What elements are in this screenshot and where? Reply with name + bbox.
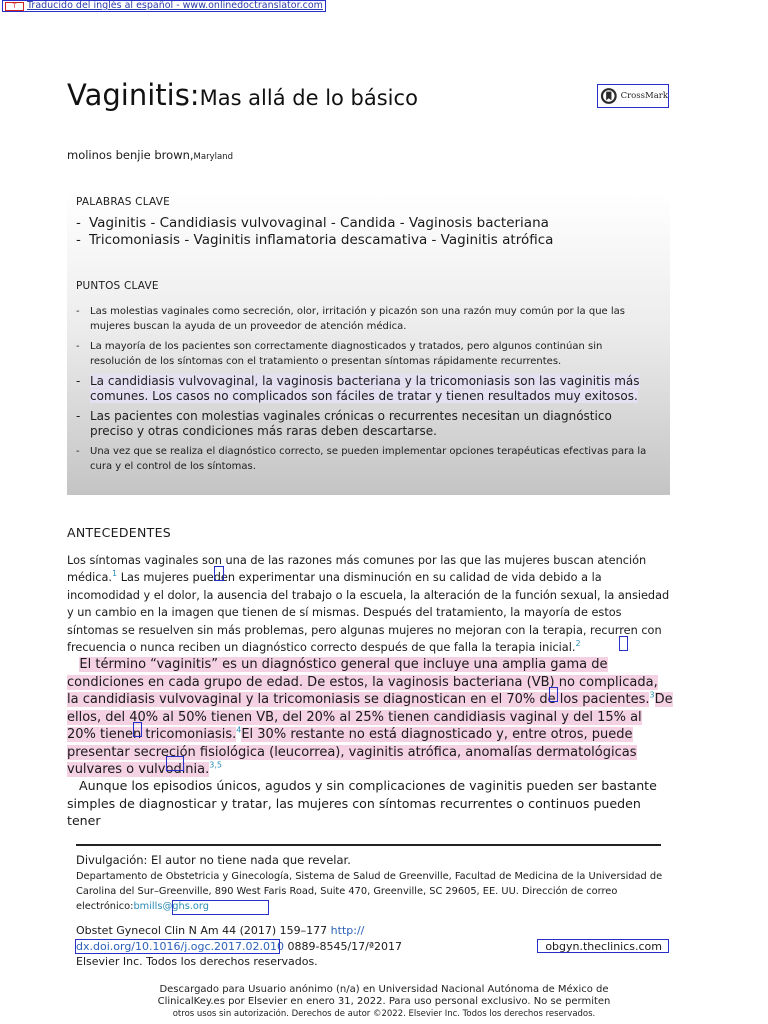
email-link[interactable]: bmills@ghs.org <box>133 901 209 912</box>
key-points-heading: PUNTOS CLAVE <box>76 280 159 292</box>
reference[interactable]: 4 <box>236 725 242 735</box>
reference[interactable]: 1 <box>112 569 118 579</box>
citation: Obstet Gynecol Clin N Am 44 (2017) 159–177 http:// dx.doi.org/10.1016/j.ogc.2017.02.010 0889-8545/17/ª2017 Elsevier Inc. Todos los derechos reservados. <box>76 924 403 968</box>
keywords-line: - Vaginitis - Candidiasis vulvovaginal - Candida - Vaginosis bacteriana <box>76 215 549 231</box>
department-info: Departamento de Obstetricia y Ginecología, Sistema de Salud de Greenville, Facultad de Medicina de la Universidad de Carolina del Sur–Greenville, 890 West Faris Road, Suite 470, Greenville, SC 29605, EE. UU. Dirección de correo electrónico:bmills@ghs.org <box>76 871 663 912</box>
keywords-line: - Tricomoniasis - Vaginitis inflamatoria descamativa - Vaginitis atrófica <box>76 232 554 248</box>
divider <box>76 844 661 846</box>
annotation-marker[interactable] <box>619 636 628 651</box>
paragraph: Los síntomas vaginales son una de las razones más comunes por las que las mujeres buscan atención médica.$^1$ Las mujeres pueden experimentar una disminución en su calidad de vida debido a la incomodidad y el dolor, la ausencia del trabajo o la escuela, la alteración de la función sexual, la ansiedad y un cambio en la imagen que tienen de sí mismas. Después del tratamiento, la mayoría de estos síntomas se resuelven sin más problemas, pero algunas mujeres no mejoran con la terapia, recurren con frecuencia o nunca reciben un diagnóstico correcto después de que falla la terapia inicial.$^2$ <box>67 554 670 655</box>
translator-link[interactable]: Traducido del inglés al español - www.onlinedoctranslator.com <box>27 0 323 11</box>
list-item: - Las pacientes con molestias vaginales crónicas o recurrentes necesitan un diagnóstico preciso y otras condiciones más raras deben descartarse. <box>76 409 654 439</box>
annotation-marker[interactable] <box>549 687 558 702</box>
keywords-heading: PALABRAS CLAVE <box>76 196 170 208</box>
author-name: molinos benjie brown, <box>67 148 194 162</box>
list-item: - Una vez que se realiza el diagnóstico correcto, se pueden implementar opciones terapéuticas efectivas para la cura y el control de los síntomas. <box>76 444 654 474</box>
key-box <box>67 192 670 495</box>
reference[interactable]: 2 <box>575 639 581 649</box>
list-item: - La candidiasis vulvovaginal, la vaginosis bacteriana y la tricomoniasis son las vaginitis más comunes. Los casos no complicados son fáciles de tratar y tienen resultados muy exitosos. <box>76 374 654 404</box>
paragraph: Aunque los episodios únicos, agudos y sin complicaciones de vaginitis pueden ser bastante simples de diagnosticar y tratar, las mujeres con síntomas recurrentes o continuos pueden tener <box>67 778 657 828</box>
disclosure: Divulgación: El autor no tiene nada que revelar. <box>76 853 351 867</box>
doi-link[interactable]: dx.doi.org/10.1016/j.ogc.2017.02.010 <box>76 939 284 953</box>
crossmark-label: CrossMark <box>620 91 668 101</box>
key-points-list <box>76 304 654 479</box>
annotation-marker[interactable] <box>166 756 184 771</box>
translator-banner[interactable] <box>2 0 326 12</box>
article-title <box>67 78 418 112</box>
reference[interactable]: 3,5 <box>209 760 222 770</box>
download-footer: Descargado para Usuario anónimo (n/a) en Universidad Nacional Autónoma de México de ClinicalKey.es por Elsevier en enero 31, 2022. Para uso personal exclusivo. No se permiten otros usos sin autorización. Derechos de autor ©2022. Elsevier Inc. Todos los derechos reservados. <box>157 984 611 1019</box>
list-item: - Las molestias vaginales como secreción, olor, irritación y picazón son una razón muy común por la que las mujeres buscan la ayuda de un proveedor de atención médica. <box>76 304 654 334</box>
reference[interactable]: 3 <box>649 690 655 700</box>
translator-logo-icon: T <box>5 2 24 11</box>
annotation-marker[interactable] <box>214 566 224 581</box>
annotation-marker[interactable] <box>133 722 142 737</box>
crossmark-icon <box>600 86 618 106</box>
email-link-box[interactable] <box>172 900 269 915</box>
doi-link[interactable]: http:// <box>330 924 365 937</box>
doi-link-box[interactable] <box>75 939 280 954</box>
journal-site-link[interactable]: obgyn.theclinics.com <box>537 939 669 953</box>
paragraph: El término “vaginitis” es un diagnóstico general que incluye una amplia gama de condiciones en cada grupo de edad. De estos, la vaginosis bacteriana (VB) no complicada, la candidiasis vulvovaginal y la tricomoniasis se diagnostican en el 70% de los pacientes.$^3$De ellos, del 40% al 50% tienen VB, del 20% al 25% tienen candidiasis vaginal y del 15% al 20% tienen tricomoniasis.$^4$El 30% restante no está diagnosticado y, entre otros, puede presentar secreción fisiológica (leucorrea), vaginitis atrófica, anomalías dermatológicas vulvares o vulvodinia.$^{3,5}$ <box>67 657 673 777</box>
author-line <box>67 148 233 162</box>
crossmark-badge[interactable] <box>597 84 669 108</box>
title-sub: Mas allá de lo básico <box>199 86 418 110</box>
section-heading: ANTECEDENTES <box>67 525 172 540</box>
title-main: Vaginitis: <box>67 78 200 112</box>
author-affiliation: Maryland <box>193 152 233 162</box>
list-item: - La mayoría de los pacientes son correctamente diagnosticados y tratados, pero algunos continúan sin resolución de los síntomas con el tratamiento o presentan síntomas rápidamente recurrentes. <box>76 339 654 369</box>
